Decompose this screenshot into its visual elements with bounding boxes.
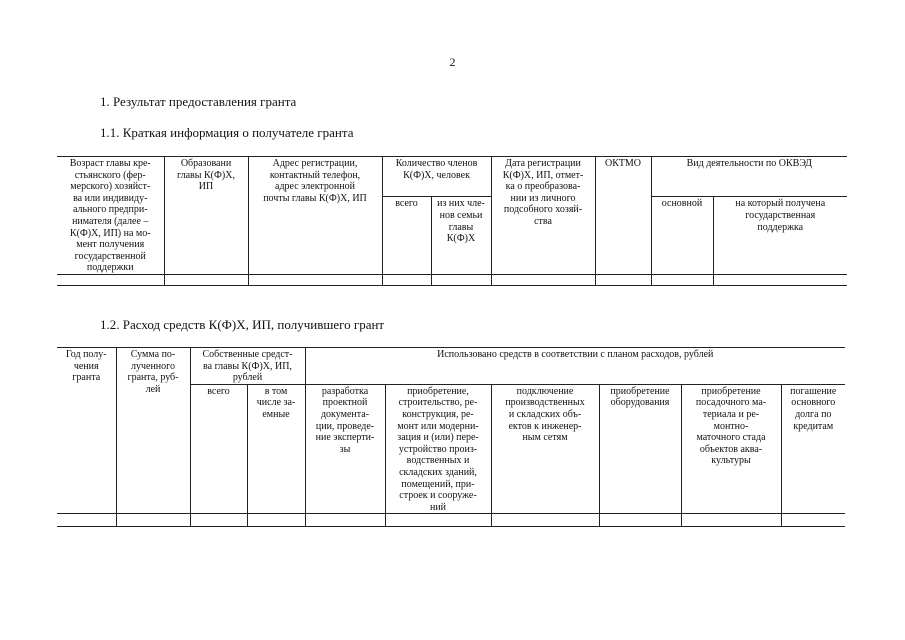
subsection-recipient-info: 1.1. Краткая информация о получателе гранта xyxy=(100,125,354,140)
header-oktmo: ОКТМО xyxy=(595,157,651,275)
section-title: 1. Результат предоставления гранта xyxy=(100,94,297,109)
table-cell[interactable] xyxy=(164,274,248,285)
header-members-family: из них чле- нов семьи главы К(Ф)Х xyxy=(431,197,491,275)
table-cell[interactable] xyxy=(599,514,681,527)
table-row xyxy=(57,514,845,527)
header-address-contacts: Адрес регистрации, контактный телефон, адрес электронной почты главы К(Ф)Х, ИП xyxy=(248,157,382,275)
table-cell[interactable] xyxy=(57,514,116,527)
table-cell[interactable] xyxy=(491,274,595,285)
table-cell[interactable] xyxy=(247,514,305,527)
header-okved: Вид деятельности по ОКВЭД xyxy=(651,157,847,197)
header-education: Образовани главы К(Ф)Х, ИП xyxy=(164,157,248,275)
header-registration-date: Дата регистрации К(Ф)Х, ИП, отмет- ка о преобразова- нии из личного подсобного хозяй- ства xyxy=(491,157,595,275)
recipient-info-table xyxy=(57,156,847,286)
header-construction: приобретение, строительство, ре- конструкция, ре- монт или модерни- зация и (или) пере- устройство произ- водственных и складских зданий, помещений, при- строек и сооруже- ний xyxy=(385,384,491,514)
header-own-total: всего xyxy=(190,384,247,514)
table-cell[interactable] xyxy=(305,514,385,527)
table-cell[interactable] xyxy=(431,274,491,285)
header-equipment: приобретение оборудования xyxy=(599,384,681,514)
table-cell[interactable] xyxy=(382,274,431,285)
page-number: 2 xyxy=(449,55,456,69)
header-connection: подключение производственных и складских объ- ектов к инженер- ным сетям xyxy=(491,384,599,514)
table-row xyxy=(57,274,847,285)
header-head-age: Возраст главы кре- стьянского (фер- мерского) хозяйст- ва или индивиду- ального предпри- нимателя (далее – К(Ф)Х, ИП) на мо- мент получения государственной поддержки xyxy=(57,157,164,275)
subsection-funds-spending: 1.2. Расход средств К(Ф)Х, ИП, получившего грант xyxy=(100,317,385,332)
header-loan-repayment: погашение основного долга по кредитам xyxy=(781,384,845,514)
header-members-count: Количество членов К(Ф)Х, человек xyxy=(382,157,491,197)
header-breeding-stock: приобретение посадочного ма- териала и ре- монтно- маточного стада объектов аква- культуры xyxy=(681,384,781,514)
table-cell[interactable] xyxy=(491,514,599,527)
table-cell[interactable] xyxy=(116,514,190,527)
table-cell[interactable] xyxy=(651,274,713,285)
header-grant-year: Год полу- чения гранта xyxy=(57,348,116,514)
header-design-docs: разработка проектной документа- ции, проведе- ние эксперти- зы xyxy=(305,384,385,514)
table-cell[interactable] xyxy=(781,514,845,527)
header-members-total: всего xyxy=(382,197,431,275)
table-cell[interactable] xyxy=(190,514,247,527)
table-cell[interactable] xyxy=(385,514,491,527)
table-cell[interactable] xyxy=(681,514,781,527)
funds-spending-table xyxy=(57,347,845,527)
table-cell[interactable] xyxy=(248,274,382,285)
table-cell[interactable] xyxy=(57,274,164,285)
header-okved-supported: на который получена государственная поддержка xyxy=(713,197,847,275)
table-cell[interactable] xyxy=(713,274,847,285)
header-grant-sum: Сумма по- лученного гранта, руб- лей xyxy=(116,348,190,514)
header-own-funds: Собственные средст- ва главы К(Ф)Х, ИП, рублей xyxy=(190,348,305,385)
table-cell[interactable] xyxy=(595,274,651,285)
header-used-funds: Использовано средств в соответствии с планом расходов, рублей xyxy=(305,348,845,385)
header-own-borrowed: в том числе за- емные xyxy=(247,384,305,514)
header-okved-main: основной xyxy=(651,197,713,275)
